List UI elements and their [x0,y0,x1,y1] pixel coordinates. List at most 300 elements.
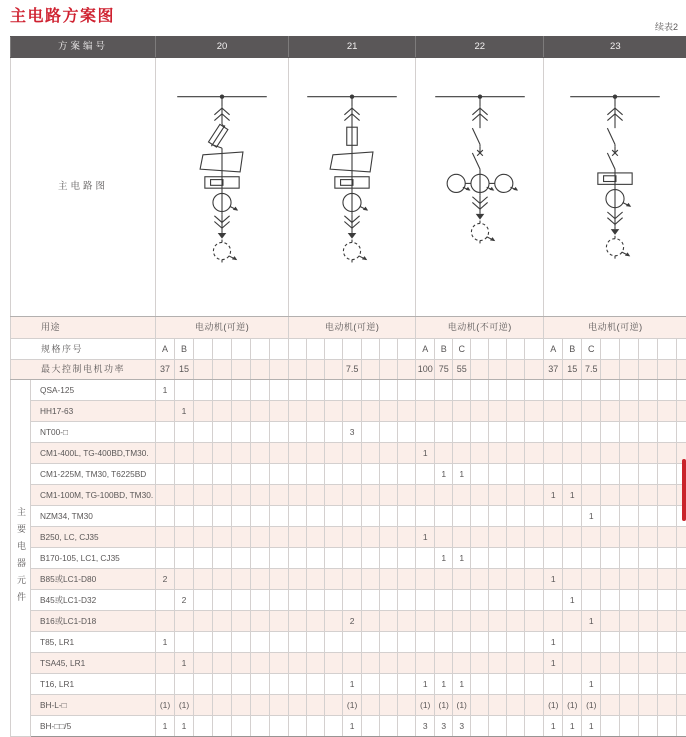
qty-cell: 1 [582,716,601,737]
qty-cell [601,464,620,485]
qty-cell [677,380,686,401]
power-cell [489,360,507,380]
qty-cell [380,653,398,674]
qty-cell [232,674,251,695]
qty-cell [307,695,325,716]
qty-cell: 1 [416,527,435,548]
qty-cell [156,443,175,464]
qty-cell [251,401,270,422]
qty-cell [489,464,507,485]
qty-cell [620,716,639,737]
power-cell [362,360,380,380]
qty-cell [677,527,686,548]
qty-cell [156,527,175,548]
qty-cell [307,548,325,569]
qty-cell [471,611,489,632]
qty-cell: 1 [582,674,601,695]
spec-cell [677,339,686,360]
qty-cell [343,590,362,611]
qty-cell [563,611,582,632]
qty-cell [398,695,416,716]
qty-cell [620,443,639,464]
component-name: T85, LR1 [31,632,156,653]
qty-cell [289,527,307,548]
qty-cell: 1 [563,590,582,611]
circuit-cell-22 [416,58,544,317]
qty-cell [639,422,658,443]
qty-cell [251,527,270,548]
qty-cell [677,401,686,422]
qty-cell [639,674,658,695]
component-name: TSA45, LR1 [31,653,156,674]
qty-cell [489,485,507,506]
qty-cell [398,548,416,569]
qty-cell [175,506,194,527]
qty-cell [213,716,232,737]
qty-cell [582,401,601,422]
qty-cell [563,569,582,590]
qty-cell [525,590,544,611]
qty-cell [307,611,325,632]
qty-cell [362,401,380,422]
qty-cell [380,548,398,569]
qty-cell [471,632,489,653]
qty-cell [380,569,398,590]
spec-cell [507,339,525,360]
qty-cell [289,632,307,653]
qty-cell [156,548,175,569]
qty-cell [270,695,289,716]
qty-cell [232,464,251,485]
component-row [11,695,686,716]
qty-cell [601,590,620,611]
qty-cell [325,695,343,716]
qty-cell [194,401,213,422]
qty-cell [507,590,525,611]
qty-cell [213,548,232,569]
qty-cell [416,485,435,506]
qty-cell [325,674,343,695]
qty-cell [489,548,507,569]
qty-cell [194,569,213,590]
header-scheme-21: 21 [289,37,416,58]
qty-cell [380,716,398,737]
qty-cell [489,590,507,611]
qty-cell: 2 [343,611,362,632]
qty-cell [453,569,471,590]
qty-cell [471,506,489,527]
qty-cell: (1) [544,695,563,716]
qty-cell [601,485,620,506]
qty-cell [563,506,582,527]
qty-cell [582,548,601,569]
qty-cell [380,590,398,611]
qty-cell [658,590,677,611]
spec-cell [343,339,362,360]
spec-cell: B [435,339,453,360]
qty-cell [251,548,270,569]
qty-cell [416,506,435,527]
component-name: CM1-225M, TM30, T6225BD [31,464,156,485]
qty-cell: 1 [343,716,362,737]
qty-cell [213,401,232,422]
qty-cell: (1) [582,695,601,716]
qty-cell [582,485,601,506]
qty-cell [582,590,601,611]
qty-cell [398,611,416,632]
qty-cell [270,611,289,632]
qty-cell [658,611,677,632]
qty-cell [175,674,194,695]
qty-cell [398,590,416,611]
qty-cell [435,485,453,506]
qty-cell [416,569,435,590]
qty-cell [620,569,639,590]
qty-cell [213,443,232,464]
qty-cell [307,464,325,485]
power-cell [194,360,213,380]
qty-cell [489,674,507,695]
qty-cell [639,464,658,485]
qty-cell [270,569,289,590]
qty-cell [398,674,416,695]
qty-cell [175,485,194,506]
qty-cell [471,380,489,401]
component-name: B16或LC1-D18 [31,611,156,632]
qty-cell [307,674,325,695]
qty-cell [213,527,232,548]
qty-cell [289,401,307,422]
qty-cell [307,716,325,737]
qty-cell [507,695,525,716]
qty-cell [362,485,380,506]
power-cell [213,360,232,380]
qty-cell: 1 [175,653,194,674]
qty-cell: 1 [416,674,435,695]
qty-cell [343,548,362,569]
usage-value: 电动机(可逆) [544,317,686,339]
qty-cell [471,716,489,737]
qty-cell [544,380,563,401]
power-cell: 100 [416,360,435,380]
qty-cell [325,401,343,422]
spec-cell: C [582,339,601,360]
qty-cell [289,548,307,569]
qty-cell [435,401,453,422]
qty-cell [453,422,471,443]
qty-cell [525,527,544,548]
qty-cell [544,674,563,695]
qty-cell [435,527,453,548]
qty-cell [507,674,525,695]
qty-cell [525,380,544,401]
qty-cell [525,422,544,443]
qty-cell [453,611,471,632]
spec-label: 规格序号 [11,339,156,360]
power-cell [232,360,251,380]
qty-cell: 1 [544,653,563,674]
qty-cell [194,695,213,716]
qty-cell [362,548,380,569]
qty-cell [232,716,251,737]
qty-cell [544,422,563,443]
continuation-note: 续表2 [655,20,678,33]
qty-cell [175,380,194,401]
spec-cell: A [544,339,563,360]
qty-cell: 1 [156,632,175,653]
qty-cell [194,674,213,695]
qty-cell [416,632,435,653]
power-cell [251,360,270,380]
qty-cell [582,464,601,485]
qty-cell [453,380,471,401]
qty-cell [380,506,398,527]
power-cell [601,360,620,380]
qty-cell [398,380,416,401]
qty-cell [175,632,194,653]
power-cell: 75 [435,360,453,380]
component-name: BH-□□/5 [31,716,156,737]
spec-cell [270,339,289,360]
qty-cell [563,674,582,695]
qty-cell: 1 [343,674,362,695]
qty-cell [435,506,453,527]
qty-cell [156,611,175,632]
qty-cell: 3 [343,422,362,443]
qty-cell [251,674,270,695]
qty-cell [270,380,289,401]
qty-cell [658,548,677,569]
qty-cell [325,485,343,506]
qty-cell [601,401,620,422]
qty-cell [307,569,325,590]
qty-cell [213,485,232,506]
qty-cell [416,380,435,401]
qty-cell [289,695,307,716]
qty-cell [639,611,658,632]
qty-cell [325,569,343,590]
qty-cell [620,527,639,548]
power-cell: 37 [544,360,563,380]
spec-cell [325,339,343,360]
qty-cell [156,590,175,611]
qty-cell [677,674,686,695]
qty-cell: 3 [453,716,471,737]
qty-cell [380,632,398,653]
qty-cell [307,590,325,611]
qty-cell [507,464,525,485]
spec-cell [620,339,639,360]
qty-cell [325,611,343,632]
spec-cell [251,339,270,360]
spec-cell [380,339,398,360]
qty-cell [563,632,582,653]
qty-cell [489,695,507,716]
usage-value: 电动机(不可逆) [416,317,544,339]
component-name: HH17-63 [31,401,156,422]
qty-cell [251,569,270,590]
qty-cell [507,380,525,401]
qty-cell [251,380,270,401]
qty-cell [194,506,213,527]
qty-cell [213,611,232,632]
qty-cell [307,632,325,653]
spec-cell [489,339,507,360]
circuit-diagram-23 [553,91,677,272]
qty-cell [544,611,563,632]
spec-cell: B [563,339,582,360]
component-name: B85或LC1-D80 [31,569,156,590]
qty-cell [398,716,416,737]
qty-cell [194,464,213,485]
qty-cell [325,443,343,464]
component-row [11,548,686,569]
qty-cell [563,380,582,401]
component-name: BH-L-□ [31,695,156,716]
qty-cell [677,716,686,737]
qty-cell [453,401,471,422]
power-cell [658,360,677,380]
qty-cell [658,716,677,737]
circuit-diagram-20 [160,91,284,272]
qty-cell [232,695,251,716]
qty-cell [251,611,270,632]
qty-cell [156,485,175,506]
spec-cell [307,339,325,360]
spec-cell: C [453,339,471,360]
qty-cell [620,548,639,569]
qty-cell [343,443,362,464]
qty-cell [489,716,507,737]
qty-cell [639,506,658,527]
qty-cell [289,569,307,590]
qty-cell [620,506,639,527]
qty-cell: 1 [435,674,453,695]
qty-cell [398,506,416,527]
qty-cell: (1) [435,695,453,716]
qty-cell [156,401,175,422]
qty-cell [194,590,213,611]
qty-cell [525,632,544,653]
circuit-diagram-row [11,58,686,317]
qty-cell [620,674,639,695]
qty-cell [471,548,489,569]
qty-cell [489,611,507,632]
qty-cell [582,380,601,401]
qty-cell [307,653,325,674]
qty-cell [343,527,362,548]
qty-cell [507,653,525,674]
qty-cell [658,632,677,653]
qty-cell [251,464,270,485]
qty-cell [435,443,453,464]
qty-cell [639,443,658,464]
qty-cell [232,569,251,590]
power-cell [270,360,289,380]
component-row [11,653,686,674]
qty-cell [489,443,507,464]
qty-cell [416,590,435,611]
circuit-diagram-21 [290,91,414,272]
qty-cell [507,527,525,548]
qty-cell [380,674,398,695]
qty-cell [232,506,251,527]
qty-cell [489,569,507,590]
qty-cell [380,422,398,443]
qty-cell [563,401,582,422]
usage-row [11,317,686,339]
qty-cell [416,422,435,443]
component-row [11,569,686,590]
spec-cell [639,339,658,360]
qty-cell [416,401,435,422]
table-header-row [11,37,686,58]
usage-value: 电动机(可逆) [156,317,289,339]
qty-cell [232,653,251,674]
qty-cell [343,485,362,506]
qty-cell [677,590,686,611]
component-row [11,464,686,485]
qty-cell [398,401,416,422]
qty-cell [343,464,362,485]
qty-cell: 1 [416,443,435,464]
component-name: B45或LC1-D32 [31,590,156,611]
qty-cell [156,506,175,527]
spec-cell [289,339,307,360]
qty-cell [343,569,362,590]
spec-cell [601,339,620,360]
power-cell [507,360,525,380]
spec-cell [362,339,380,360]
qty-cell [435,569,453,590]
qty-cell [489,632,507,653]
qty-cell [380,380,398,401]
qty-cell [525,506,544,527]
qty-cell [525,569,544,590]
qty-cell [471,527,489,548]
qty-cell [639,401,658,422]
qty-cell [416,548,435,569]
circuit-cell-21 [289,58,416,317]
component-group-label: 主要电器元件 [11,380,31,737]
qty-cell: 1 [582,506,601,527]
qty-cell [582,569,601,590]
qty-cell [362,380,380,401]
qty-cell [362,674,380,695]
qty-cell: 1 [175,716,194,737]
qty-cell [471,401,489,422]
qty-cell [563,548,582,569]
qty-cell [194,653,213,674]
qty-cell [270,506,289,527]
usage-value: 电动机(可逆) [289,317,416,339]
qty-cell [489,653,507,674]
qty-cell [175,422,194,443]
qty-cell [416,653,435,674]
spec-row [11,339,686,360]
qty-cell [270,590,289,611]
qty-cell [601,569,620,590]
qty-cell [398,653,416,674]
qty-cell [307,422,325,443]
qty-cell [563,464,582,485]
qty-cell [232,443,251,464]
power-cell [639,360,658,380]
qty-cell [307,506,325,527]
spec-cell [194,339,213,360]
qty-cell [194,443,213,464]
component-row [11,611,686,632]
